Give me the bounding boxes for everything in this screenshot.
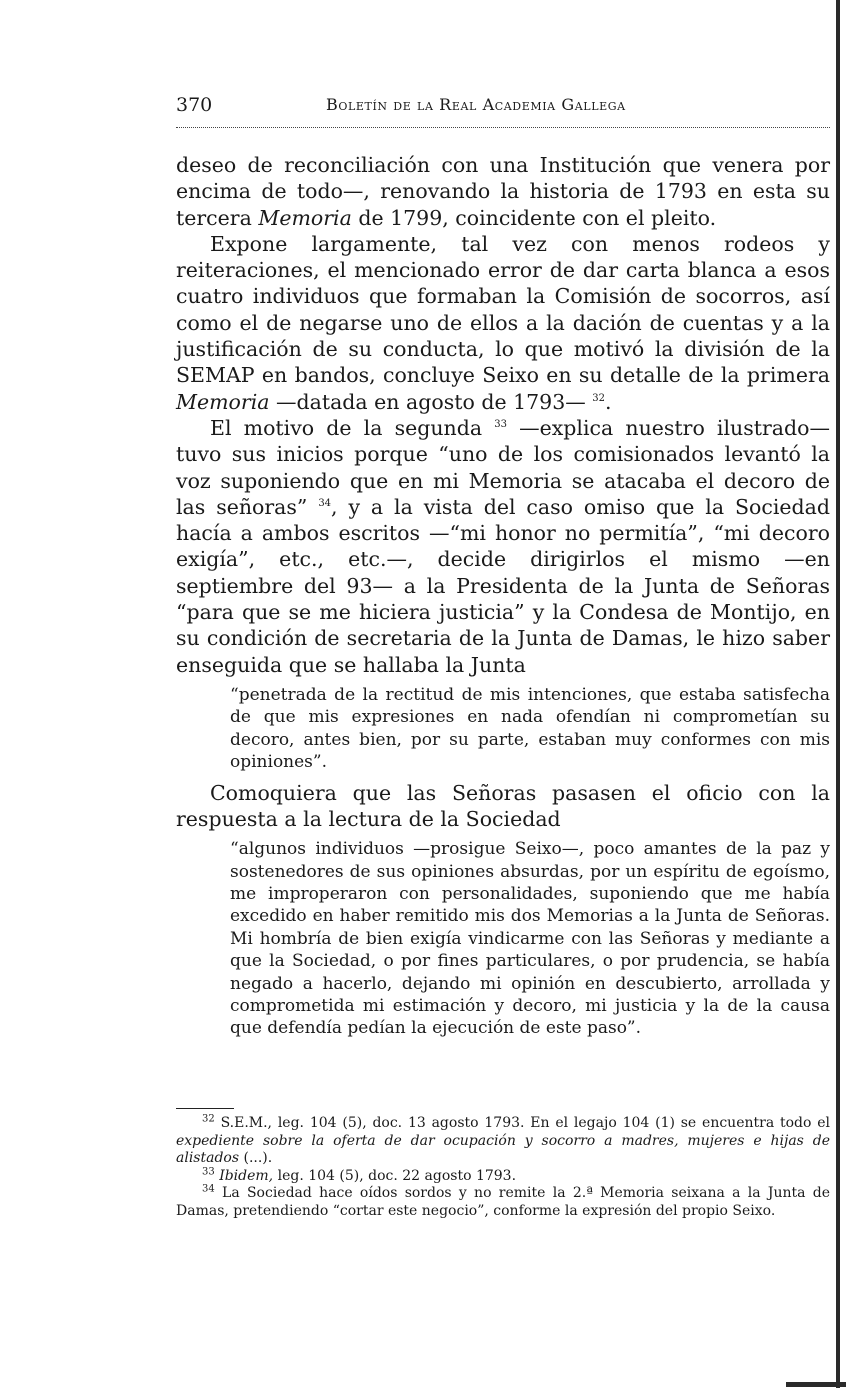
footnotes bbox=[176, 1115, 830, 1221]
footnote-32: $^{32}$ S.E.M., leg. 104 (5), doc. 13 agosto 1793. En el legajo 104 (1) se encuentra todo el expediente sobre la oferta de dar ocupación y socorro a madres, mujeres e hijas de alistados (...). bbox=[176, 1113, 831, 1167]
footnote-33: $^{33}$ Ibidem, leg. 104 (5), doc. 22 agosto 1793. bbox=[202, 1166, 517, 1184]
scan-corner-mark bbox=[786, 1352, 846, 1387]
paragraph-1: deseo de reconciliación con una Institución que venera por encima de todo—, renovando la historia de 1793 en esta su tercera Memoria de 1799, coincidente con el pleito. bbox=[176, 153, 830, 230]
block-quote-1: “penetrada de la rectitud de mis intenciones, que estaba satisfecha de que mis expresiones en nada ofendían ni comprometían su decoro, antes bien, por su parte, estaban muy conformes con mis opiniones”. bbox=[230, 684, 830, 773]
footnote-ref: 33 bbox=[494, 419, 507, 431]
block-quote-2: “algunos individuos —prosigue Seixo—, poco amantes de la paz y sostenedores de sus opiniones absurdas, por un espíritu de egoísmo, me improperaron con personalidades, suponiendo que me había excedido en haber remitido mis dos Memorias a la Junta de Señoras. Mi hombría de bien exigía vindicarme con las Señoras y mediante a que la Sociedad, o por fines particulares, o por prudencia, se había negado a hacerlo, dejando mi opinión en descubierto, arrollada y comprometida mi estimación y decoro, mi justicia y la de la causa que defendía pedían la ejecución de este paso”. bbox=[230, 839, 830, 1039]
scan-edge-shadow bbox=[836, 0, 840, 1388]
emphasis-memoria: Memoria bbox=[258, 205, 352, 230]
body-text bbox=[176, 152, 830, 1046]
footnote-ref: 34 bbox=[318, 498, 332, 510]
footnote-ref: 32 bbox=[592, 392, 606, 404]
page-header bbox=[176, 94, 830, 124]
header-rule bbox=[176, 127, 830, 128]
footnote-rule bbox=[176, 1108, 234, 1109]
paragraph-4: Comoquiera que las Señoras pasasen el oficio con la respuesta a la lectura de la Sociedad bbox=[176, 780, 830, 831]
emphasis-memoria: Memoria bbox=[176, 389, 270, 414]
paragraph-2: Expone largamente, tal vez con menos rodeos y reiteraciones, el mencionado error de dar carta blanca a esos cuatro individuos que formaban la Comisión de socorros, así como el de negarse uno de ellos a la dación de cuentas y a la justificación de su conducta, lo que motivó la división de la SEMAP en bandos, concluye Seixo en su detalle de la primera Memoria —datada en agosto de 1793— $^{32}$. bbox=[176, 231, 830, 414]
paragraph-3: El motivo de la segunda $^{33}$ —explica nuestro ilustrado— tuvo sus inicios porque “uno de los comisionados levantó la voz suponiendo que en mi Memoria se atacaba el decoro de las señoras” $^{34}$, y a la vista del caso omiso que la Sociedad hacía a ambos escritos —“mi honor no permitía”, “mi decoro exigía”, etc., etc.—, decide dirigirlos el mismo —en septiembre del 93— a la Presidenta de la Junta de Señoras “para que se me hiciera justicia” y la Condesa de Montijo, en su condición de secretaria de la Junta de Damas, le hizo saber enseguida que se hallaba la Junta bbox=[176, 415, 830, 677]
running-title: Boletín de la Real Academia Gallega bbox=[326, 95, 626, 114]
page-number: 370 bbox=[176, 94, 213, 116]
footnote-34: $^{34}$ La Sociedad hace oídos sordos y no remite la 2.ª Memoria seixana a la Junta de Damas, pretendiendo “cortar este negocio”, conforme la expresión del propio Seixo. bbox=[176, 1183, 830, 1219]
